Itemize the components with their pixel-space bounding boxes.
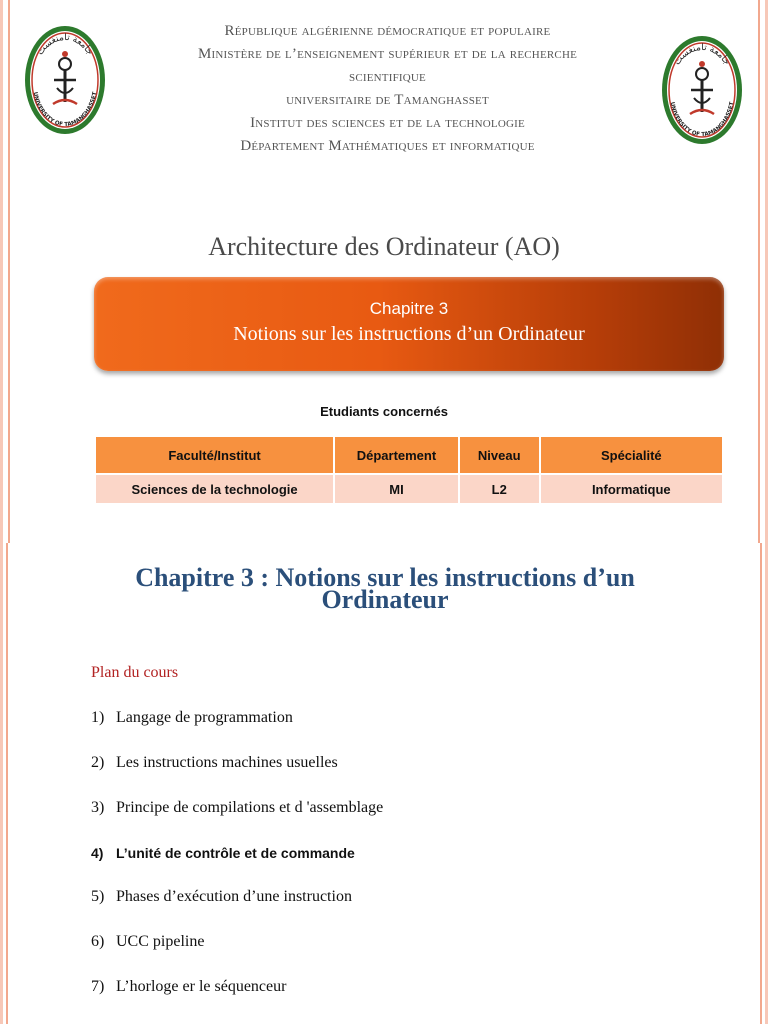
list-item-number: 1) bbox=[91, 709, 105, 726]
table-header-cell: Faculté/Institut bbox=[95, 436, 334, 474]
table-header-cell: Spécialité bbox=[540, 436, 723, 474]
university-logo-right bbox=[660, 34, 744, 146]
table-cell: L2 bbox=[459, 474, 540, 504]
list-item-text: UCC pipeline bbox=[116, 933, 205, 950]
logo-arabic-text: جامعة تامنغست bbox=[35, 32, 95, 58]
chapter-label: Chapitre 3 bbox=[369, 299, 449, 318]
list-item-number: 5) bbox=[91, 888, 105, 905]
plan-label: Plan du cours bbox=[91, 664, 179, 681]
list-item bbox=[91, 709, 293, 727]
table-header-row bbox=[95, 436, 723, 474]
list-item-text: Langage de programmation bbox=[116, 709, 293, 726]
logo-latin-text: UNIVERSITY OF TAMANGHASSET bbox=[668, 101, 736, 139]
list-item bbox=[91, 933, 204, 951]
list-item-number: 3) bbox=[91, 799, 105, 816]
table-cell: Informatique bbox=[540, 474, 723, 504]
logo-latin-text: UNIVERSITY OF TAMANGHASSET bbox=[31, 91, 99, 129]
slide-title bbox=[40, 563, 730, 614]
header-line-ministry-cont: scientifique bbox=[349, 69, 426, 85]
list-item bbox=[91, 845, 355, 861]
header-line-university: universitaire de Tamanghasset bbox=[286, 92, 489, 108]
list-item-number: 7) bbox=[91, 978, 105, 995]
table-cell: MI bbox=[334, 474, 459, 504]
list-item-text: Les instructions machines usuelles bbox=[116, 754, 338, 771]
list-item-text: Principe de compilations et d 'assemblage bbox=[116, 799, 384, 816]
slide-border-left bbox=[0, 0, 12, 543]
list-item bbox=[91, 888, 352, 906]
students-caption: Etudiants concernés bbox=[320, 404, 448, 419]
course-title: Architecture des Ordinateur (AO) bbox=[208, 232, 560, 261]
list-item-number: 4) bbox=[91, 845, 104, 861]
list-item-text: Phases d’exécution d’une instruction bbox=[116, 888, 352, 905]
table-cell: Sciences de la technologie bbox=[95, 474, 334, 504]
slide-border-right bbox=[758, 543, 768, 1024]
table-row bbox=[95, 474, 723, 504]
university-logo-left bbox=[23, 24, 107, 136]
list-item-text: L’horloge er le séquenceur bbox=[116, 978, 287, 995]
table-header-cell: Département bbox=[334, 436, 459, 474]
list-item bbox=[91, 799, 383, 817]
plan-slide bbox=[0, 543, 768, 1024]
slide-border-left bbox=[0, 543, 10, 1024]
table-header-cell: Niveau bbox=[459, 436, 540, 474]
chapter-name: Notions sur les instructions d’un Ordinateur bbox=[233, 323, 585, 345]
slide-title-line2: Ordinateur bbox=[321, 585, 449, 614]
slide-border-right bbox=[756, 0, 768, 543]
institution-header bbox=[120, 20, 655, 158]
header-line-ministry: Ministère de l’enseignement supérieur et de la recherche bbox=[197, 46, 578, 62]
slide-title-line1: Chapitre 3 : Notions sur les instructions d’un bbox=[135, 563, 635, 592]
list-item-text: L’unité de contrôle et de commande bbox=[116, 845, 355, 861]
header-line-department: Département Mathématiques et informatique bbox=[240, 138, 535, 154]
header-line-institute: Institut des sciences et de la technologie bbox=[250, 115, 525, 131]
list-item bbox=[91, 754, 338, 772]
list-item-number: 6) bbox=[91, 933, 105, 950]
students-table bbox=[94, 435, 724, 505]
list-item-number: 2) bbox=[91, 754, 105, 771]
header-line-republic: République algérienne démocratique et populaire bbox=[224, 23, 551, 39]
list-item bbox=[91, 978, 286, 996]
logo-arabic-text: جامعة تامنغست bbox=[672, 42, 732, 68]
chapter-banner bbox=[94, 277, 724, 371]
